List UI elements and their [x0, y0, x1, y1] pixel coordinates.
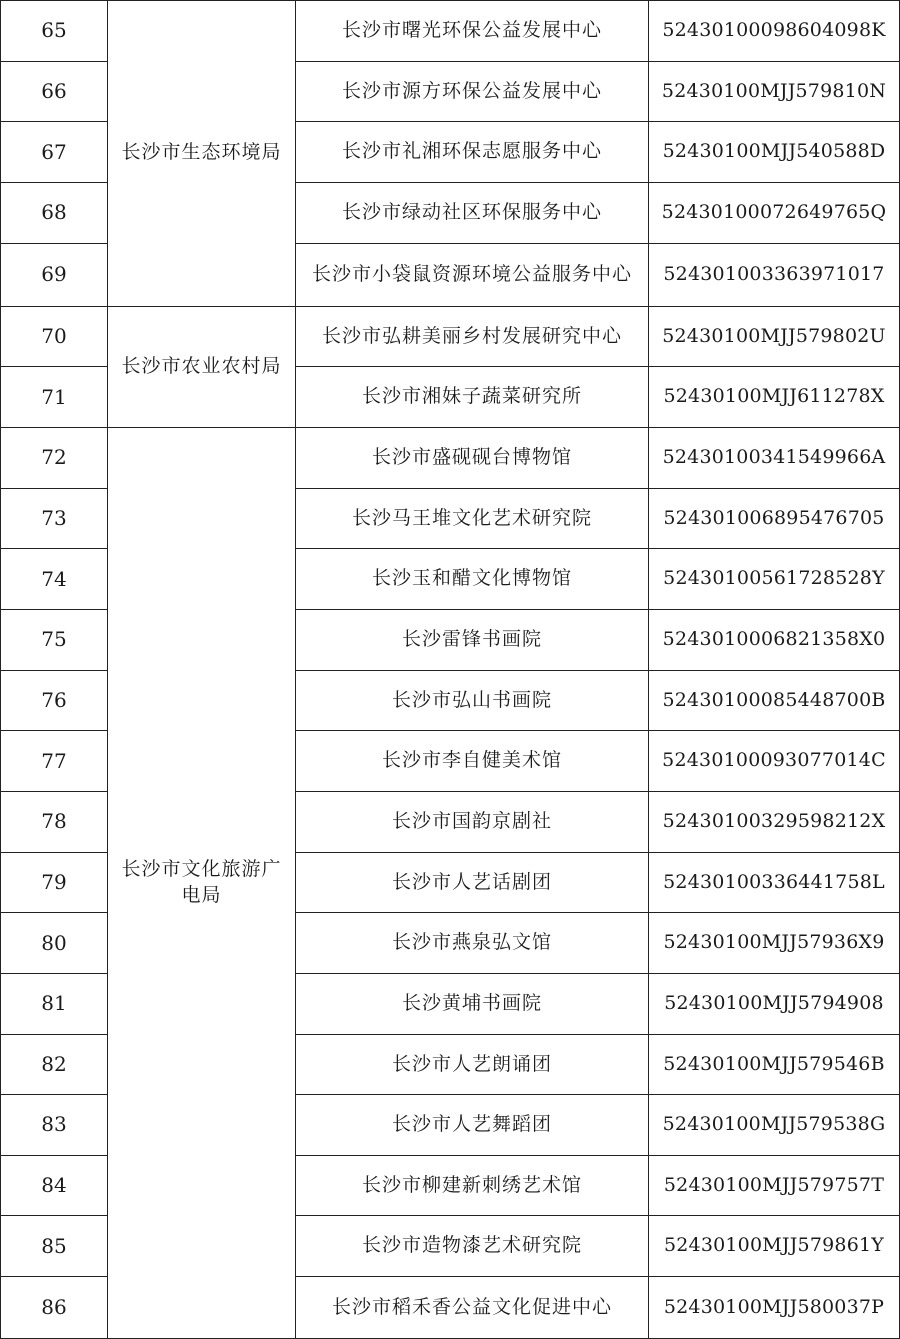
row-number: 75	[1, 609, 108, 670]
credit-code: 52430100MJJ5794908	[649, 973, 900, 1034]
credit-code: 52430100MJJ579810N	[649, 61, 900, 122]
table-row	[1, 306, 900, 367]
row-number: 72	[1, 427, 108, 488]
row-number: 78	[1, 791, 108, 852]
organization-name: 长沙雷锋书画院	[296, 609, 649, 670]
organization-name: 长沙市礼湘环保志愿服务中心	[296, 122, 649, 183]
department-cell: 长沙市文化旅游广电局	[108, 427, 296, 1338]
credit-code: 52430100MJJ540588D	[649, 122, 900, 183]
credit-code: 524301003363971017	[649, 243, 900, 306]
organization-name: 长沙市稻禾香公益文化促进中心	[296, 1277, 649, 1339]
organization-name: 长沙市弘山书画院	[296, 670, 649, 731]
table-row	[1, 1, 900, 62]
table-row	[1, 427, 900, 488]
organization-name: 长沙市李自健美术馆	[296, 731, 649, 792]
organization-name: 长沙市曙光环保公益发展中心	[296, 1, 649, 62]
organization-name: 长沙市人艺话剧团	[296, 852, 649, 913]
credit-code: 52430100561728528Y	[649, 549, 900, 610]
organization-name: 长沙市柳建新刺绣艺术馆	[296, 1155, 649, 1216]
row-number: 83	[1, 1095, 108, 1156]
credit-code: 52430100MJJ579757T	[649, 1155, 900, 1216]
credit-code: 52430100MJJ579546B	[649, 1034, 900, 1095]
organization-name: 长沙黄埔书画院	[296, 973, 649, 1034]
credit-code: 52430100MJJ57936X9	[649, 913, 900, 974]
organization-name: 长沙市湘妹子蔬菜研究所	[296, 367, 649, 428]
organization-name: 长沙市源方环保公益发展中心	[296, 61, 649, 122]
credit-code: 52430100MJJ579538G	[649, 1095, 900, 1156]
credit-code: 52430100MJJ580037P	[649, 1277, 900, 1339]
row-number: 71	[1, 367, 108, 428]
row-number: 74	[1, 549, 108, 610]
organization-name: 长沙市弘耕美丽乡村发展研究中心	[296, 306, 649, 367]
row-number: 65	[1, 1, 108, 62]
organization-name: 长沙市绿动社区环保服务中心	[296, 182, 649, 243]
organization-name: 长沙市小袋鼠资源环境公益服务中心	[296, 243, 649, 306]
organization-name: 长沙市人艺舞蹈团	[296, 1095, 649, 1156]
row-number: 66	[1, 61, 108, 122]
row-number: 68	[1, 182, 108, 243]
credit-code: 52430100093077014C	[649, 731, 900, 792]
row-number: 77	[1, 731, 108, 792]
row-number: 76	[1, 670, 108, 731]
credit-code: 52430100329598212X	[649, 791, 900, 852]
credit-code: 52430100341549966A	[649, 427, 900, 488]
credit-code: 5243010006821358X0	[649, 609, 900, 670]
organization-name: 长沙马王堆文化艺术研究院	[296, 488, 649, 549]
row-number: 85	[1, 1216, 108, 1277]
credit-code: 524301006895476705	[649, 488, 900, 549]
row-number: 70	[1, 306, 108, 367]
organization-name: 长沙市人艺朗诵团	[296, 1034, 649, 1095]
row-number: 82	[1, 1034, 108, 1095]
organization-name: 长沙市国韵京剧社	[296, 791, 649, 852]
row-number: 79	[1, 852, 108, 913]
credit-code: 52430100MJJ579861Y	[649, 1216, 900, 1277]
department-cell: 长沙市农业农村局	[108, 306, 296, 427]
row-number: 69	[1, 243, 108, 306]
row-number: 80	[1, 913, 108, 974]
organization-name: 长沙市造物漆艺术研究院	[296, 1216, 649, 1277]
credit-code: 52430100336441758L	[649, 852, 900, 913]
row-number: 73	[1, 488, 108, 549]
credit-code: 52430100MJJ579802U	[649, 306, 900, 367]
organization-name: 长沙市燕泉弘文馆	[296, 913, 649, 974]
row-number: 81	[1, 973, 108, 1034]
organization-name: 长沙玉和醋文化博物馆	[296, 549, 649, 610]
row-number: 86	[1, 1277, 108, 1339]
credit-code: 52430100085448700B	[649, 670, 900, 731]
row-number: 84	[1, 1155, 108, 1216]
credit-code: 52430100098604098K	[649, 1, 900, 62]
credit-code: 52430100MJJ611278X	[649, 367, 900, 428]
department-cell: 长沙市生态环境局	[108, 1, 296, 307]
organization-name: 长沙市盛砚砚台博物馆	[296, 427, 649, 488]
row-number: 67	[1, 122, 108, 183]
credit-code: 52430100072649765Q	[649, 182, 900, 243]
